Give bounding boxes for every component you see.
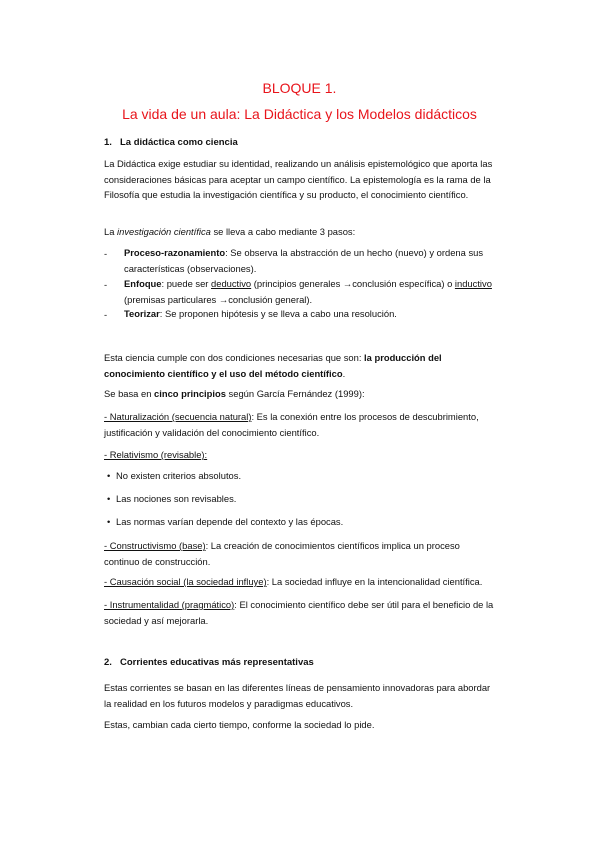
- list-dash: -: [104, 309, 108, 320]
- section1-paragraph-3: [104, 350, 496, 381]
- relativism-bullet-1: No existen criterios absolutos.: [116, 470, 242, 481]
- section1-paragraph-4: [104, 386, 496, 402]
- step-label: Proceso-razonamiento: [124, 247, 226, 258]
- step-item-3: [124, 306, 496, 322]
- list-dash: -: [104, 279, 108, 290]
- section1-heading-text: La didáctica como ciencia: [120, 137, 238, 148]
- principle-text: : La creación de conocimientos científicos implica un proceso continuo de construcción.: [104, 540, 460, 567]
- step-label: Teorizar: [124, 308, 160, 319]
- principle-label: - Causación social (la sociedad influye): [104, 576, 267, 587]
- principle-text: : El conocimiento científico debe ser útil para el beneficio de la sociedad y así mejorarla.: [104, 599, 494, 626]
- list-dash: -: [104, 248, 108, 259]
- step-label: Enfoque: [124, 278, 162, 289]
- text-fragment: La: [104, 226, 118, 237]
- section1-number: 1.: [104, 137, 112, 148]
- principle-item-5: [104, 597, 496, 628]
- bullet-icon: •: [107, 470, 111, 481]
- principle-item-1: [104, 409, 496, 440]
- step-text: : puede ser: [161, 278, 212, 289]
- principle-item-2: [104, 447, 496, 463]
- text-fragment: .: [342, 367, 346, 379]
- section2-heading: [104, 657, 314, 668]
- text-fragment: según García Fernández (1999):: [225, 388, 365, 399]
- bullet-icon: •: [107, 516, 111, 527]
- relativism-bullet-3: Las normas varían depende del contexto y las épocas.: [116, 516, 344, 527]
- section1-heading: [104, 137, 238, 148]
- step-text: (principios generales →conclusión específica) o: [251, 278, 455, 289]
- italic-term: investigación científica: [117, 226, 211, 237]
- principle-label: - Relativismo (revisable):: [104, 449, 208, 460]
- principle-item-4: [104, 574, 496, 590]
- step-item-1: [124, 245, 496, 276]
- document-title: BLOQUE 1.: [262, 80, 337, 96]
- section2-paragraph-1: Estas corrientes se basan en las diferentes líneas de pensamiento innovadoras para abordar la realidad en los futuros modelos y paradigmas educativos.: [104, 682, 491, 709]
- underlined-term: deductivo: [211, 278, 252, 289]
- step-text: : Se observa la abstracción de un hecho (nuevo) y ordena sus características (observaciones).: [124, 247, 484, 274]
- bold-fragment: la producción del conocimiento científico y el uso del método científico: [104, 352, 442, 379]
- text-fragment: se lleva a cabo mediante 3 pasos:: [210, 226, 356, 237]
- relativism-bullet-2: Las nociones son revisables.: [116, 493, 237, 504]
- underlined-term: inductivo: [454, 278, 492, 289]
- document-subtitle: La vida de un aula: La Didáctica y los Modelos didácticos: [122, 106, 477, 122]
- bold-fragment: cinco principios: [154, 388, 226, 399]
- section1-paragraph-1: La Didáctica exige estudiar su identidad, realizando un análisis epistemológico que aporta las consideraciones básicas para aceptar un campo científico. La epistemología es la rama de la Filosofía que estudia la investigación científica y su producto, el conocimiento científico.: [104, 158, 493, 200]
- step-item-2: [124, 276, 496, 307]
- step-text: : Se proponen hipótesis y se lleva a cabo una resolución.: [159, 308, 397, 319]
- section2-heading-text: Corrientes educativas más representativas: [120, 657, 314, 668]
- section1-paragraph-2: [104, 224, 496, 240]
- principle-text: : La sociedad influye en la intencionalidad científica.: [266, 576, 483, 587]
- principle-label: - Constructivismo (base): [104, 540, 206, 551]
- principle-text: : Es la conexión entre los procesos de descubrimiento, justificación y validación del conocimiento científico.: [104, 411, 479, 438]
- section2-number: 2.: [104, 657, 112, 668]
- principle-label: - Naturalización (secuencia natural): [104, 411, 252, 422]
- principle-item-3: [104, 538, 496, 569]
- section2-paragraph-2: Estas, cambian cada cierto tiempo, conforme la sociedad lo pide.: [104, 719, 375, 730]
- principle-label: - Instrumentalidad (pragmático): [104, 599, 235, 610]
- text-fragment: Se basa en: [104, 388, 155, 399]
- step-text: (premisas particulares →conclusión general).: [124, 293, 313, 305]
- bullet-icon: •: [107, 493, 111, 504]
- text-fragment: Esta ciencia cumple con dos condiciones necesarias que son:: [104, 352, 365, 363]
